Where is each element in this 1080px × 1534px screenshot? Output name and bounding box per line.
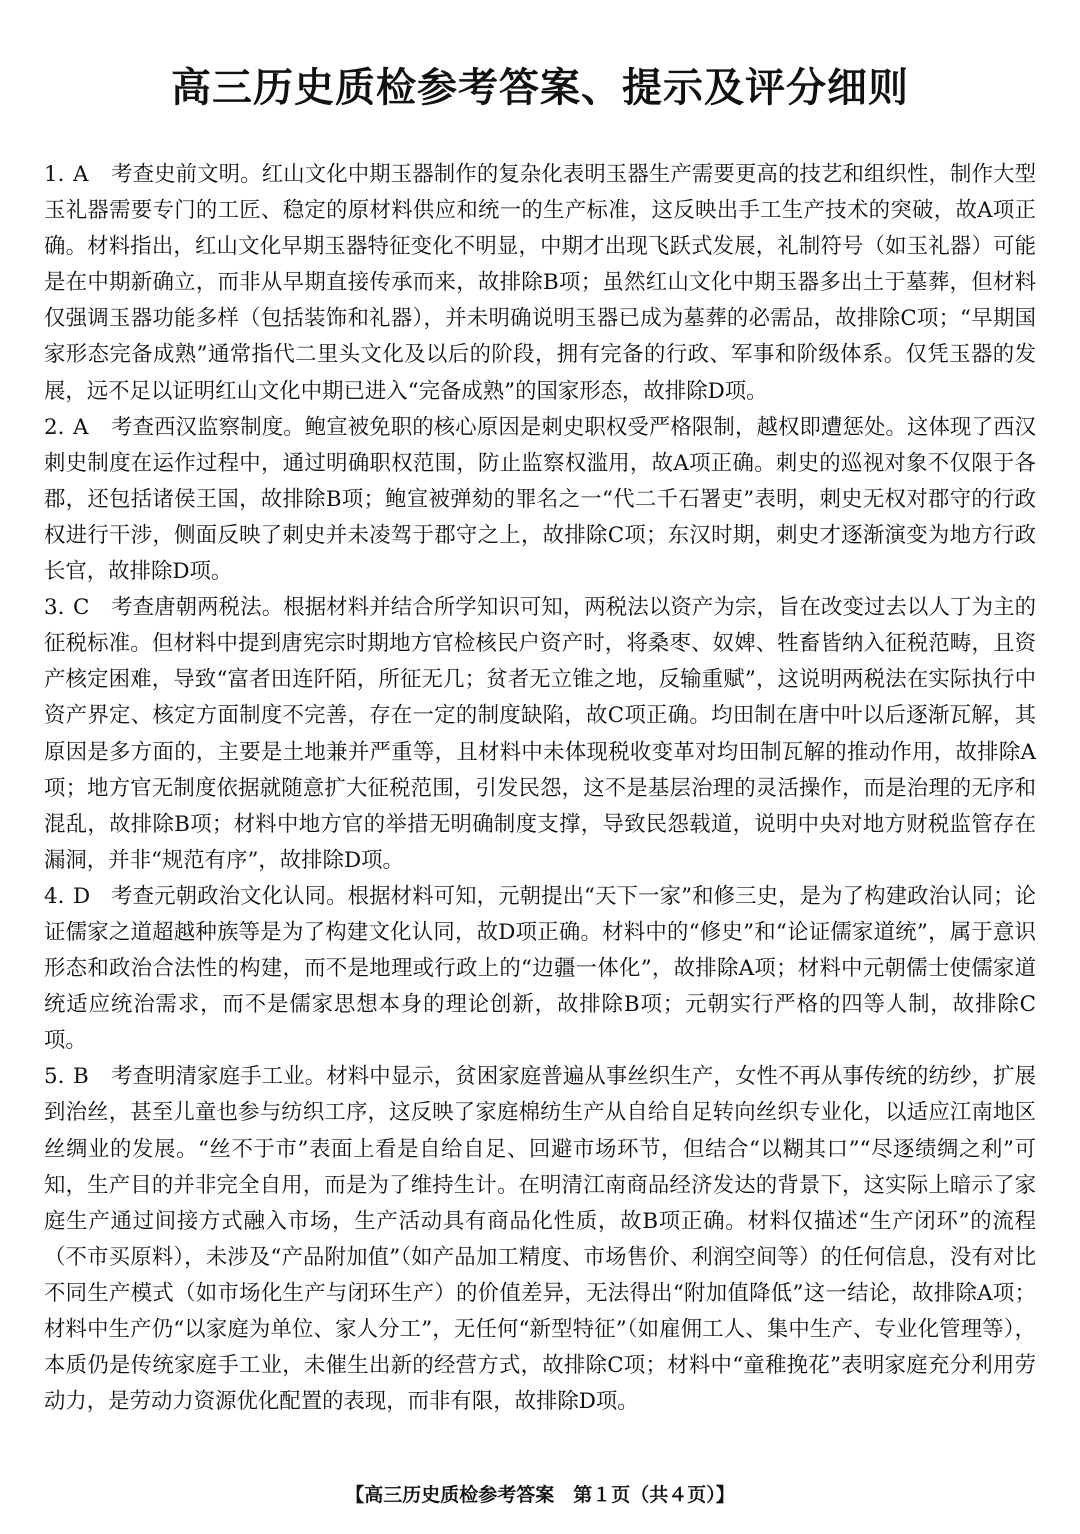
explanation-text: 考查元朝政治文化认同。根据材料可知，元朝提出“天下一家”和修三史，是为了构建政治认同；论证儒家之道超越种族等是为了构建文化认同，故D项正确。材料中的“修史”和“论证儒家道统”，属于意识形态和政治合法性的构建，而不是地理或行政上的“边疆一体化”，故排除A项；材料中元朝儒士使儒家道统适应统治需求，而不是儒家思想本身的理论创新，故排除B项；元朝实行严格的四等人制，故排除C项。 — [44, 883, 1036, 1054]
answer-item-1 — [44, 157, 1036, 410]
explanation-text: 考查唐朝两税法。根据材料并结合所学知识可知，两税法以资产为宗，旨在改变过去以人丁为主的征税标准。但材料中提到唐宪宗时期地方官检核民户资产时，将桑枣、奴婢、牲畜皆纳入征税范畴，且资产核定困难，导致“富者田连阡陌，所征无几；贫者无立锥之地，反输重赋”，这说明两税法在实际执行中资产界定、核定方面制度不完善，存在一定的制度缺陷，故C项正确。均田制在唐中叶以后逐渐瓦解，其原因是多方面的，主要是土地兼并严重等，且材料中未体现税收变革对均田制瓦解的推动作用，故排除A项；地方官无制度依据就随意扩大征税范围，引发民怨，这不是基层治理的灵活操作，而是治理的无序和混乱，故排除B项；材料中地方官的举措无明确制度支撑，导致民怨载道，说明中央对地方财税监管存在漏洞，并非“规范有序”，故排除D项。 — [44, 595, 1036, 873]
answer-letter: C — [73, 595, 90, 621]
question-number: 4. — [44, 883, 65, 909]
answer-letter: A — [73, 414, 89, 440]
answer-list — [44, 157, 1036, 1420]
page-footer: 【高三历史质检参考答案 第１页（共４页）】 — [345, 1484, 735, 1506]
page-title: 高三历史质检参考答案、提示及评分细则 — [171, 65, 909, 111]
explanation-text: 考查西汉监察制度。鲍宣被免职的核心原因是刺史职权受严格限制，越权即遭惩处。这体现了西汉刺史制度在运作过程中，通过明确职权范围，防止监察权滥用，故A项正确。刺史的巡视对象不仅限于各郡，还包括诸侯王国，故排除B项；鲍宣被弹劾的罪名之一“代二千石署吏”表明，刺史无权对郡守的行政权进行干涉，侧面反映了刺史并未凌驾于郡守之上，故排除C项；东汉时期，刺史才逐渐演变为地方行政长官，故排除D项。 — [44, 414, 1036, 585]
answer-item-4 — [44, 879, 1036, 1059]
question-number: 1. — [44, 162, 65, 187]
answer-item-2 — [44, 410, 1036, 590]
answer-item-3 — [44, 590, 1036, 879]
explanation-text: 考查明清家庭手工业。材料中显示，贫困家庭普遍从事丝织生产，女性不再从事传统的纺纱，扩展到治丝，甚至儿童也参与纺织工序，这反映了家庭棉纺生产从自给自足转向丝织专业化，以适应江南地区丝绸业的发展。“丝不于市”表面上看是自给自足、回避市场环节，但结合“以糊其口”“尽逐绩绸之利”可知，生产目的并非完全自用，而是为了维持生计。在明清江南商品经济发达的背景下，这实际上暗示了家庭生产通过间接方式融入市场，生产活动具有商品化性质，故B项正确。材料仅描述“生产闭环”的流程（不市买原料），未涉及“产品附加值”（如产品加工精度、市场售价、利润空间等）的任何信息，没有对比不同生产模式（如市场化生产与闭环生产）的价值差异，无法得出“附加值降低”这一结论，故排除A项；材料中生产仍“以家庭为单位、家人分工”，无任何“新型特征”（如雇佣工人、集中生产、专业化管理等），本质仍是传统家庭手工业，未催生出新的经营方式，故排除C项；材料中“童稚挽花”表明家庭充分利用劳动力，是劳动力资源优化配置的表现，而非有限，故排除D项。 — [44, 1064, 1036, 1415]
question-number: 2. — [44, 414, 65, 440]
question-number: 5. — [44, 1064, 65, 1090]
answer-item-5 — [44, 1059, 1036, 1420]
question-number: 3. — [44, 595, 65, 621]
answer-letter: D — [73, 883, 91, 909]
answer-letter: A — [73, 162, 89, 187]
answer-letter: B — [73, 1064, 89, 1090]
explanation-text: 考查史前文明。红山文化中期玉器制作的复杂化表明玉器生产需要更高的技艺和组织性，制作大型玉礼器需要专门的工匠、稳定的原材料供应和统一的生产标准，这反映出手工生产技术的突破，故A项正确。材料指出，红山文化早期玉器特征变化不明显，中期才出现飞跃式发展，礼制符号（如玉礼器）可能是在中期新确立，而非从早期直接传承而来，故排除B项；虽然红山文化中期玉器多出土于墓葬，但材料仅强调玉器功能多样（包括装饰和礼器），并未明确说明玉器已成为墓葬的必需品，故排除C项；“早期国家形态完备成熟”通常指代二里头文化及以后的阶段，拥有完备的行政、军事和阶级体系。仅凭玉器的发展，远不足以证明红山文化中期已进入“完备成熟”的国家形态，故排除D项。 — [44, 162, 1036, 404]
